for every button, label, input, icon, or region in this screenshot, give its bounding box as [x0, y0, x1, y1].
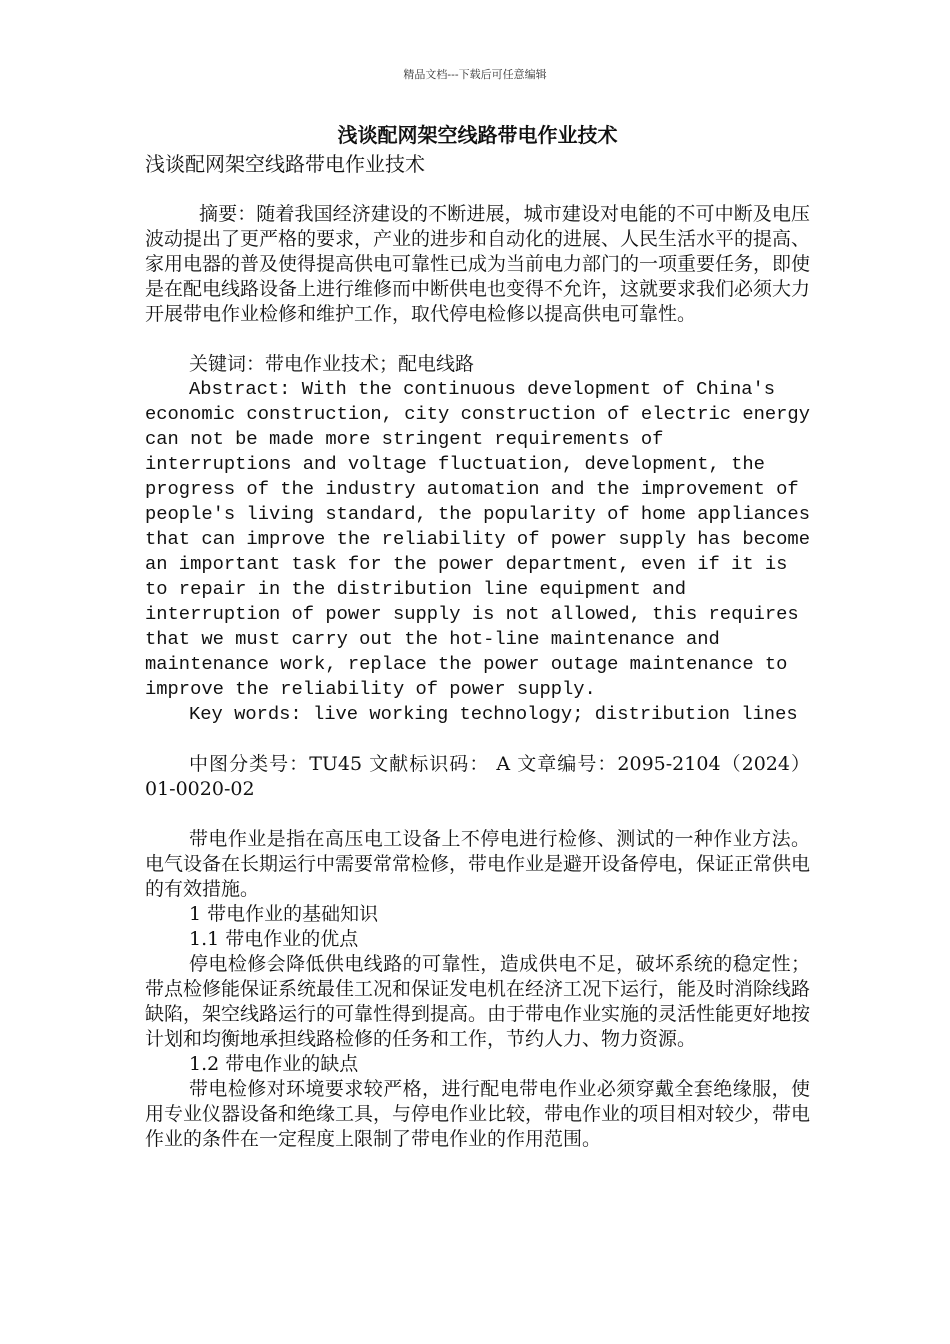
- section-1-1-heading: 1.1 带电作业的优点: [189, 928, 359, 950]
- keywords-en: Key words: live working technology; distribution lines: [189, 703, 798, 725]
- abstract-en: Abstract: With the continuous development of China's economic construction, city construction of electric energy can not be made more stringent requirements of interruptions and voltage fluctuation, development, the progress of the industry automation and the improvement of people's living standard, the popularity of home appliances that can improve the reliability of power supply has become an important task for the power department, even if it is to repair in the distribution line equipment and interruption of power supply is not allowed, this requires that we must carry out the hot-line maintenance and maintenance work, replace the power outage maintenance to improve the reliability of power supply.: [145, 378, 810, 700]
- keywords-cn: 关键词：带电作业技术；配电线路: [189, 353, 475, 375]
- document-subtitle: 浅谈配网架空线路带电作业技术: [145, 152, 425, 176]
- section-1-heading: 1 带电作业的基础知识: [189, 903, 379, 925]
- section-1-1-body: 停电检修会降低供电线路的可靠性，造成供电不足，破坏系统的稳定性；带点检修能保证系统最佳工况和保证发电机在经济工况下运行，能及时消除线路缺陷，架空线路运行的可靠性得到提高。由于带电作业实施的灵活性能更好地按计划和均衡地承担线路检修的任务和工作，节约人力、物力资源。: [145, 953, 811, 1050]
- abstract-cn: 摘要：随着我国经济建设的不断进展，城市建设对电能的不可中断及电压波动提出了更严格的要求，产业的进步和自动化的进展、人民生活水平的提高、家用电器的普及使得提高供电可靠性已成为当前电力部门的一项重要任务，即使是在配电线路设备上进行维修而中断供电也变得不允许，这就要求我们必须大力开展带电作业检修和维护工作，取代停电检修以提高供电可靠性。: [145, 203, 811, 325]
- section-1-2-body: 带电检修对环境要求较严格，进行配电带电作业必须穿戴全套绝缘服，使用专业仪器设备和绝缘工具，与停电作业比较，带电作业的项目相对较少，带电作业的条件在一定程度上限制了带电作业的作用范围。: [145, 1078, 811, 1150]
- document-title: 浅谈配网架空线路带电作业技术: [337, 123, 618, 147]
- header-note: 精品文档---下载后可任意编辑: [403, 68, 547, 81]
- section-1-2-heading: 1.2 带电作业的缺点: [189, 1053, 359, 1075]
- document-body: [145, 120, 810, 1152]
- intro-paragraph: 带电作业是指在高压电工设备上不停电进行检修、测试的一种作业方法。电气设备在长期运行中需要常常检修，带电作业是避开设备停电，保证正常供电的有效措施。: [145, 828, 811, 900]
- classification-line: 中图分类号：TU45 文献标识码： A 文章编号：2095-2104（2024）01-0020-02: [145, 753, 810, 800]
